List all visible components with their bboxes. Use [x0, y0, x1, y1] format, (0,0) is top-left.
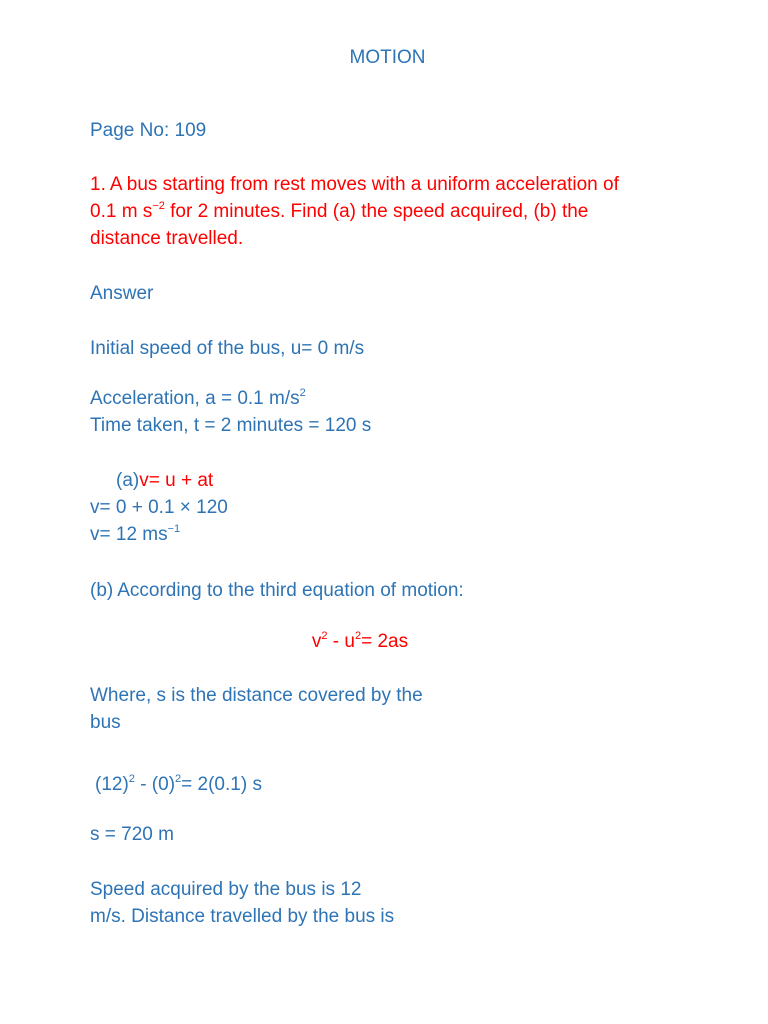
acceleration-text: Acceleration, a = 0.1 m/s [90, 388, 300, 409]
question-line-2 [90, 198, 588, 225]
substitution-line [95, 771, 262, 798]
part-a-step-2 [90, 521, 180, 548]
part-b-label: (b) [90, 580, 114, 601]
answer-heading: Answer [90, 283, 154, 304]
substitution-b-exponent: 2 [175, 773, 182, 785]
substitution-a: (12) [95, 774, 129, 795]
conclusion-line-2: m/s. Distance travelled by the bus is [90, 906, 395, 927]
formula-u-exponent: 2 [354, 630, 362, 642]
question-text-2b: for 2 minutes. Find (a) the speed acquired, (b) the [164, 201, 589, 222]
question-exponent: −2 [152, 200, 165, 212]
part-a-step-2-exponent: −1 [167, 523, 181, 535]
formula-mid: - u [327, 631, 355, 652]
document-title: MOTION [349, 47, 426, 68]
formula-end: = 2as [361, 631, 409, 652]
part-a-equation: v= u + at [139, 470, 214, 491]
substitution-a-exponent: 2 [128, 773, 135, 785]
question-line-1 [90, 171, 619, 198]
part-a-label: (a) [116, 470, 140, 491]
conclusion-line-1: Speed acquired by the bus is 12 [90, 879, 362, 900]
part-b-intro: According to the third equation of motion: [117, 580, 464, 601]
part-a-step-2-text: v= 12 ms [90, 524, 168, 545]
where-line-2: bus [90, 712, 121, 733]
where-line-1: Where, s is the distance covered by the [90, 685, 423, 706]
question-text-2a: 0.1 m s [90, 201, 153, 222]
question-number: 1. [90, 174, 106, 195]
acceleration-line [90, 385, 306, 412]
part-b-intro-line [90, 577, 464, 604]
page-number-label: Page No: 109 [90, 120, 207, 141]
result-line: s = 720 m [90, 824, 174, 845]
acceleration-exponent: 2 [299, 387, 306, 399]
substitution-b: - (0) [134, 774, 176, 795]
part-a-step-1: v= 0 + 0.1 × 120 [90, 497, 228, 518]
time-taken-line: Time taken, t = 2 minutes = 120 s [90, 415, 372, 436]
formula-v-exponent: 2 [321, 630, 328, 642]
part-a-equation-line [116, 467, 213, 494]
initial-speed-line: Initial speed of the bus, u= 0 m/s [90, 338, 365, 359]
question-text-1: A bus starting from rest moves with a uniform acceleration of [109, 174, 619, 195]
question-line-3: distance travelled. [90, 228, 244, 249]
formula-v: v [311, 631, 322, 652]
third-equation-formula [0, 628, 720, 655]
substitution-c: = 2(0.1) s [181, 774, 262, 795]
